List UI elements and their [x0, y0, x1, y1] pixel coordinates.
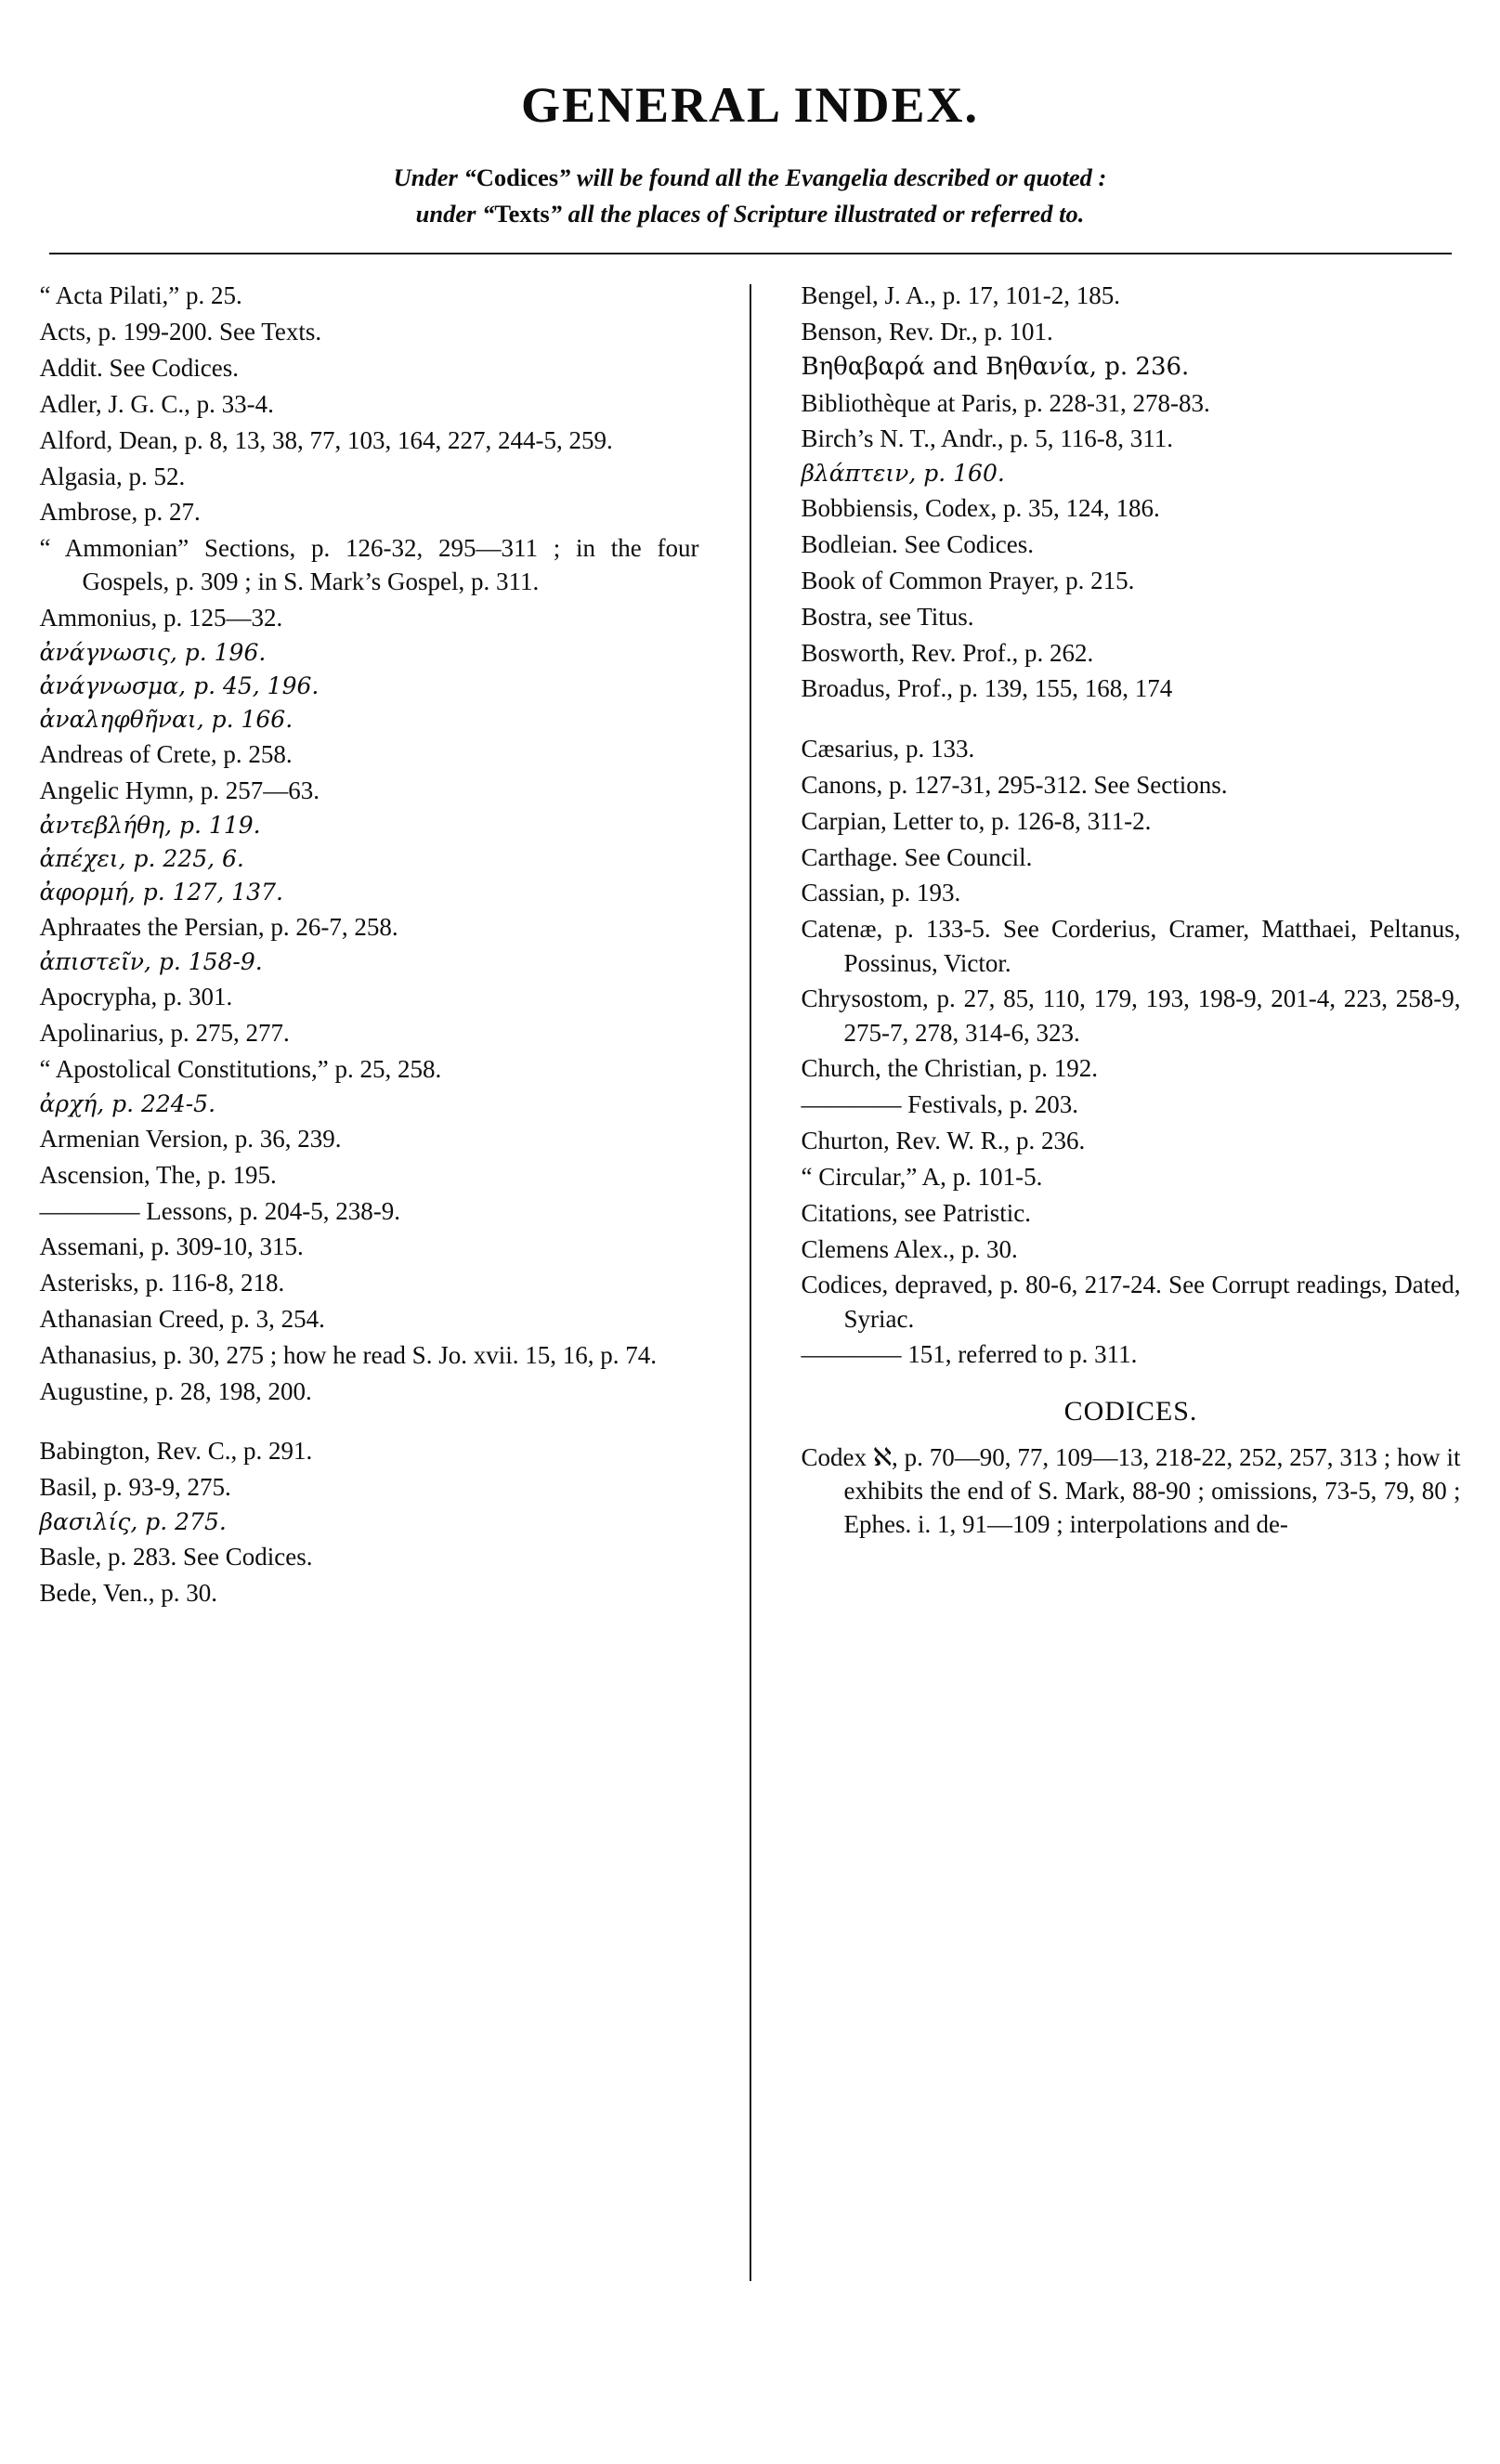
- header-divider-rule: [49, 253, 1452, 254]
- index-entry: Birch’s N. T., Andr., p. 5, 116-8, 311.: [801, 424, 1173, 453]
- head-note-line2-texts: Texts: [494, 200, 550, 228]
- index-entry: Bengel, J. A., p. 17, 101-2, 185.: [801, 281, 1120, 310]
- index-entry: βασιλίς, p. 275.: [39, 1508, 227, 1536]
- index-entry: Athanasian Creed, p. 3, 254.: [39, 1305, 325, 1333]
- index-entry: Cæsarius, p. 133.: [801, 735, 975, 763]
- index-entry: Acts, p. 199-200. See Texts.: [39, 318, 322, 346]
- head-note: [128, 160, 1373, 232]
- index-entry: Alford, Dean, p. 8, 13, 38, 77, 103, 164, 227, 244-5, 259.: [39, 425, 613, 454]
- entry-group-gap: [802, 708, 1461, 732]
- index-entry: Benson, Rev. Dr., p. 101.: [801, 318, 1053, 346]
- index-entry: “ Apostolical Constitutions,” p. 25, 258.: [39, 1055, 442, 1083]
- index-entry: Assemani, p. 309-10, 315.: [39, 1232, 304, 1261]
- index-entry: Algasia, p. 52.: [39, 462, 186, 490]
- index-entry: Codices, depraved, p. 80-6, 217-24. See Corrupt readings, Dated, Syriac.: [801, 1271, 1461, 1333]
- index-entry: ἀφορμή, p. 127, 137.: [39, 879, 283, 906]
- head-note-line2-part3: ” all the places of Scripture illustrated or referred to.: [549, 200, 1085, 228]
- left-column: [40, 279, 699, 1611]
- index-entry: Angelic Hymn, p. 257—63.: [39, 776, 320, 805]
- index-entry: Βηθαβαρά and Βηθανία, p. 236.: [801, 353, 1190, 382]
- section-subheading-codices: CODICES.: [1063, 1395, 1198, 1427]
- index-entry: Bobbiensis, Codex, p. 35, 124, 186.: [801, 494, 1160, 523]
- index-entry: Ambrose, p. 27.: [39, 498, 201, 527]
- index-entry: ἀπιστεῖν, p. 158-9.: [39, 948, 263, 976]
- index-entry: Bede, Ven., p. 30.: [39, 1579, 217, 1607]
- index-entry: Catenæ, p. 133-5. See Corderius, Cramer, Matthaei, Peltanus, Possinus, Victor.: [801, 915, 1461, 977]
- index-entry: Apolinarius, p. 275, 277.: [39, 1019, 290, 1048]
- page-title: GENERAL INDEX.: [520, 77, 980, 133]
- index-entry: ἀρχή, p. 224-5.: [39, 1089, 216, 1117]
- index-entry: Chrysostom, p. 27, 85, 110, 179, 193, 198-9, 201-4, 223, 258-9, 275-7, 278, 314-6, 323.: [801, 984, 1461, 1047]
- index-entry: Athanasius, p. 30, 275 ; how he read S. Jo. xvii. 15, 16, p. 74.: [39, 1340, 657, 1369]
- index-entry: “ Circular,” A, p. 101-5.: [801, 1162, 1043, 1191]
- index-entry: Asterisks, p. 116-8, 218.: [39, 1269, 285, 1297]
- index-entry: “ Ammonian” Sections, p. 126-32, 295—311 ; in the four Gospels, p. 309 ; in S. Mark’s Gospel, p. 311.: [39, 534, 699, 596]
- index-entry: Broadus, Prof., p. 139, 155, 168, 174: [801, 674, 1173, 703]
- index-entry: ἀντεβλήθη, p. 119.: [39, 812, 261, 840]
- index-entry: Bodleian. See Codices.: [801, 530, 1034, 559]
- index-entry: Canons, p. 127-31, 295-312. See Sections.: [801, 770, 1228, 799]
- index-entry: Carpian, Letter to, p. 126-8, 311-2.: [801, 806, 1152, 835]
- index-entry: Augustine, p. 28, 198, 200.: [39, 1376, 312, 1405]
- index-entry: ἀπέχει, p. 225, 6.: [39, 845, 244, 873]
- index-entry: Church, the Christian, p. 192.: [801, 1054, 1098, 1083]
- index-entry: Ascension, The, p. 195.: [39, 1160, 277, 1189]
- head-note-line1-part1: Under “: [393, 163, 476, 191]
- index-entry: Aphraates the Persian, p. 26-7, 258.: [39, 913, 398, 942]
- index-entry: Bibliothèque at Paris, p. 228-31, 278-83.: [801, 388, 1210, 417]
- index-entry: ———— Festivals, p. 203.: [801, 1090, 1079, 1119]
- index-entry: Andreas of Crete, p. 258.: [39, 740, 293, 769]
- head-note-line1-part3: ” will be found all the Evangelia described or quoted :: [558, 163, 1107, 191]
- index-entry: Citations, see Patristic.: [801, 1198, 1031, 1227]
- index-columns: [40, 279, 1461, 1611]
- index-entry: Armenian Version, p. 36, 239.: [39, 1124, 342, 1153]
- index-entry: βλάπτειν, p. 160.: [801, 460, 1005, 488]
- head-note-line2-part1: under “: [415, 200, 495, 228]
- index-entry: Basle, p. 283. See Codices.: [39, 1543, 313, 1571]
- index-entry: Churton, Rev. W. R., p. 236.: [801, 1127, 1086, 1155]
- entry-group-gap: [40, 1410, 699, 1434]
- index-entry: Ammonius, p. 125—32.: [39, 604, 283, 632]
- index-entry: ἀνάγνωσις, p. 196.: [39, 639, 267, 667]
- index-entry: Clemens Alex., p. 30.: [801, 1234, 1018, 1263]
- index-entry: ———— 151, referred to p. 311.: [801, 1340, 1138, 1369]
- index-entry: Cassian, p. 193.: [801, 879, 961, 907]
- index-entry: ἀναληφθῆναι, p. 166.: [39, 706, 293, 734]
- column-divider: [750, 284, 751, 2281]
- index-entry: ἀνάγνωσμα, p. 45, 196.: [39, 672, 320, 700]
- index-entry: Bostra, see Titus.: [801, 602, 974, 631]
- index-entry: Apocrypha, p. 301.: [39, 983, 233, 1011]
- index-entry: Addit. See Codices.: [39, 354, 239, 383]
- index-entry: Babington, Rev. C., p. 291.: [39, 1437, 313, 1466]
- index-entry: “ Acta Pilati,” p. 25.: [39, 281, 242, 310]
- index-entry: Codex ℵ, p. 70—90, 77, 109—13, 218-22, 252, 257, 313 ; how it exhibits the end of S. Mark, 88-90 ; omissions, 73-5, 79, 80 ; Ephes. i. 1, 91—109 ; interpolations and de-: [801, 1442, 1461, 1539]
- head-note-line1-codices: Codices: [476, 163, 559, 191]
- index-entry: Adler, J. G. C., p. 33-4.: [39, 389, 274, 418]
- index-entry: ———— Lessons, p. 204-5, 238-9.: [39, 1196, 400, 1225]
- index-entry: Bosworth, Rev. Prof., p. 262.: [801, 638, 1094, 667]
- index-entry: Carthage. See Council.: [801, 842, 1033, 871]
- index-entry: Book of Common Prayer, p. 215.: [801, 566, 1135, 594]
- right-column: [802, 279, 1461, 1611]
- index-entry: Basil, p. 93-9, 275.: [39, 1473, 231, 1502]
